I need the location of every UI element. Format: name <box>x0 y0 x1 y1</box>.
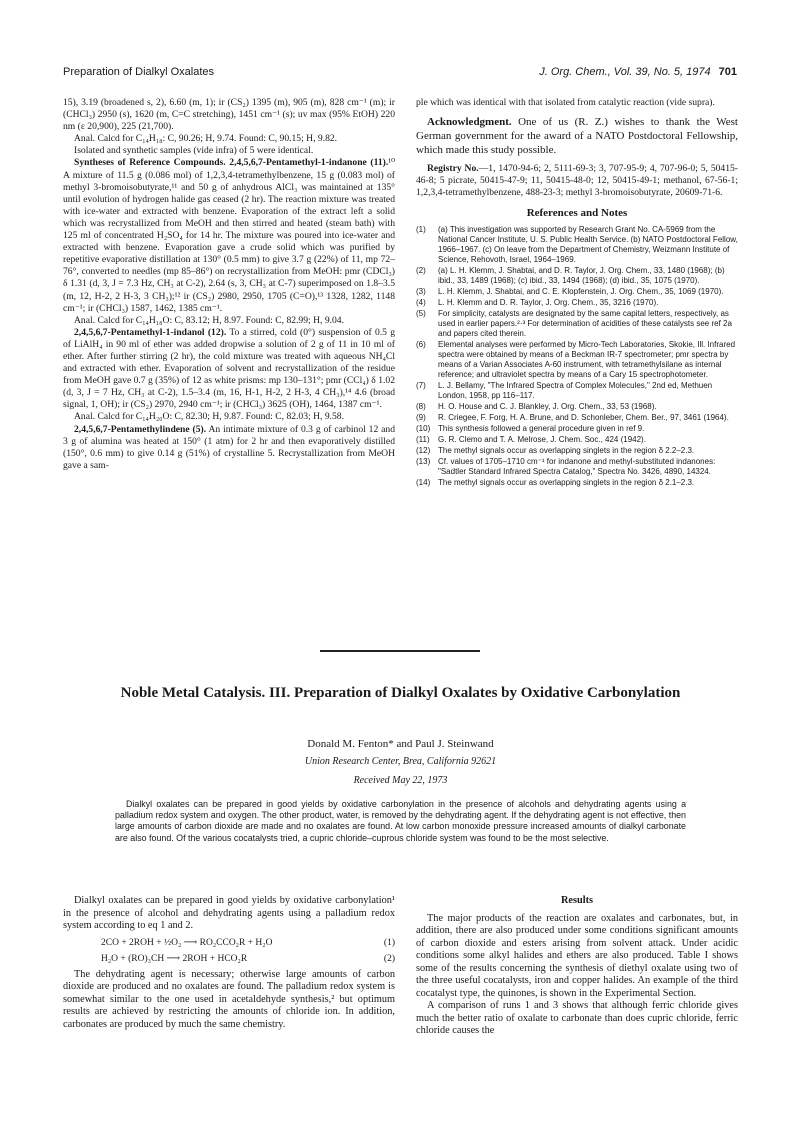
reference-item: (5) For simplicity, catalysts are designated by the same capital letters, respectively, as used in earlier papers.²·³ For determination of acidities of these catalysts see ref 2a and papers cited therein. <box>416 309 732 339</box>
article-affiliation: Union Research Center, Brea, California 92621 <box>304 756 497 767</box>
column-right-top <box>416 97 738 489</box>
paragraph: Anal. Calcd for C₁₄H₂₀O: C, 82.30; H, 9.87. Found: C, 82.03; H, 9.58. <box>74 411 345 423</box>
section-divider <box>320 650 480 652</box>
reference-item: (4) L. H. Klemm and D. R. Taylor, J. Org. Chem., 35, 3216 (1970). <box>416 298 659 308</box>
column-right-bottom <box>416 895 738 1038</box>
running-header <box>63 66 737 84</box>
equation-2: H₂O + (RO)₃CH ⟶ 2ROH + HCO₂R (2) <box>101 954 395 964</box>
section-heading: Syntheses of Reference Compounds. 2,4,5,6,7-Pentamethyl-1-indanone (11). <box>74 157 389 169</box>
running-title: Preparation of Dialkyl Oxalates <box>63 66 215 78</box>
paragraph: Isolated and synthetic samples (vide infra) of 5 were identical. <box>74 145 314 157</box>
paragraph: 2,4,5,6,7-Pentamethylindene (5). An intimate mixture of 0.3 g of carbinol 12 and 3 g of alumina was heated at 150° (1 atm) for 2 hr and then evaporatively distilled (150°, 0.6 mm) to give 0.14 g (51%) of crystalline 5. Recrystallization from MeOH gave a sam- <box>63 423 396 471</box>
article-authors: Donald M. Fenton* and Paul J. Steinwand <box>307 738 494 750</box>
reference-item: (7) L. J. Bellamy, "The Infrared Spectra of Complex Molecules," 2nd ed, Methuen London, 1958, pp 116–117. <box>416 381 713 401</box>
paragraph: ple which was identical with that isolated from catalytic reaction (vide supra). <box>416 97 715 108</box>
paragraph: A comparison of runs 1 and 3 shows that although ferric chloride gives much the better ratio of oxalate to carbonate than does cupric chloride, ferric chloride causes the <box>416 1000 738 1036</box>
reference-item: (11) G. R. Clemo and T. A. Melrose, J. Chem. Soc., 424 (1942). <box>416 435 646 445</box>
article-title: Noble Metal Catalysis. III. Preparation of Dialkyl Oxalates by Oxidative Carbonylation <box>120 685 681 701</box>
section-heading: 2,4,5,6,7-Pentamethylindene (5). <box>74 423 207 435</box>
acknowledgment: Acknowledgment. One of us (R. Z.) wishes to thank the West German government for the award of a NATO Postdoctoral Fellowship, which made this study possible. <box>416 116 738 157</box>
paragraph: The major products of the reaction are oxalates and carbonates, but, in addition, there are also produced under some conditions significant amounts of carbon dioxide and esters arising from solvent attack. Under acidic conditions some alkyl halides and ethers are also produced. Table I shows some of the results concerning the synthesis of diethyl oxalate using two of the three useful cocatalysts, iron and copper halides. An example of the third cocatalyst type, the quinones, is shown in the Experimental Section. <box>416 912 738 999</box>
reference-item: (9) R. Criegee, F. Forg, H. A. Brune, and D. Schonleber, Chem. Ber., 97, 3461 (1964). <box>416 413 729 423</box>
reference-item: (10) This synthesis followed a general procedure given in ref 9. <box>416 424 645 434</box>
paragraph: Syntheses of Reference Compounds. 2,4,5,6,7-Pentamethyl-1-indanone (11).¹⁰ A mixture of 11.5 g (0.086 mol) of 1,2,3,4-tetramethylbenzene, 15 g (0.083 mol) of methyl 3-bromoisobutyrate,¹¹ and 50 g of anhydrous AlCl₃ was maintained at 135° until evolution of hydrogen halide gas ceased (2 hr). The reaction mixture was treated with ice-water and extracted with benzene. Evaporation of the extract left a solid which was recrystallized from MeOH and then stirred and heated (steam bath) with 125 ml of concentrated H₂SO₄ for 14 hr. The mixture was poured into ice-water and extracted with benzene. Evaporation gave a crude solid which was purified by repetitive evaporative distillation at 130° (0.5 mm) to give 3.7 g (22%) of 11, mp 72–76°, converted to needles (mp 85–86°) on recrystallization from MeOH: pmr (CDCl₃) δ 1.31 (d, 3, J = 7.3 Hz, CH₃ at C-2), 2.64 (s, 3, CH₃ at C-7) superimposed on 1.8–3.5 (m, 12, H-2, 2 H-3, 3 CH₃);¹² ir (CS₂) 2980, 2950, 1705 (C=O),¹³ 1328, 1282, 1148 cm⁻¹; ir (CHCl₃) 1587, 1462, 1385 cm⁻¹. <box>63 157 395 314</box>
references-heading: References and Notes <box>526 207 628 220</box>
paragraph: Anal. Calcd for C₁₄H₁₈O: C, 83.12; H, 8.97. Found: C, 82.99; H, 9.04. <box>74 314 345 326</box>
reference-item: (1) (a) This investigation was supported by Research Grant No. CA-5969 from the National Cancer Institute, U. S. Public Health Service. (b) NATO Postdoctoral Fellow, 1966–1967. (c) On leave from the Department of Chemistry, Weizmann Institute of Science, Rehovoth, Israel, 1964–1969. <box>416 225 738 265</box>
section-heading: 2,4,5,6,7-Pentamethyl-1-indanol (12). <box>74 326 227 338</box>
results-heading: Results <box>560 895 594 906</box>
registry-numbers: Registry No.—1, 1470-94-6; 2, 5111-69-3; 3, 707-95-9; 4, 707-96-0; 5, 50415-46-8; 5 picrate, 50415-47-9; 11, 50415-48-0; 12, 50415-49-1; methanol, 67-56-1; 1,2,3,4-tetramethylbenzene, 488-23-3; methyl 3-bromoisobutyrate, 20609-71-6. <box>416 163 739 199</box>
reference-item: (6) Elemental analyses were performed by Micro-Tech Laboratories, Skokie, Ill. Infrared spectra were obtained by means of a Beckman IR-7 spectrometer; pmr spectra by means of a Varian Associates A-60 instrument, with tetramethylsilane as internal reference; and ultraviolet spectra by means of a Cary 15 spectrophotometer. <box>416 340 736 380</box>
column-left-top <box>63 97 395 472</box>
received-date: Received May 22, 1973 <box>353 775 448 786</box>
paragraph: Dialkyl oxalates can be prepared in good yields by oxidative carbonylation¹ in the presence of alcohol and dehydrating agents using a palladium redox system according to eq 1 and 2. <box>63 895 395 931</box>
reference-item: (3) L. H. Klemm, J. Shabtai, and C. E. Klopfenstein, J. Org. Chem., 35, 1069 (1970). <box>416 287 724 297</box>
abstract: Dialkyl oxalates can be prepared in good yields by oxidative carbonylation in the presence of alcohols and dehydrating agents using a palladium redox system and oxygen. The other product, water, is removed by the dehydrating agent. If the dehydrating agent is not effective, then large amounts of carbon dioxide are made and no oxalates are found. At low carbon monoxide pressure increased amounts of dialkyl carbonate are also found. Of the various cocatalysts tried, a cupric chloride–cuprous chloride system was found to be the most selective. <box>115 799 686 843</box>
reference-item: (8) H. O. House and C. J. Blankley, J. Org. Chem., 33, 53 (1968). <box>416 402 657 412</box>
reference-item: (2) (a) L. H. Klemm, J. Shabtai, and D. R. Taylor, J. Org. Chem., 33, 1480 (1968); (b) ibid., 33, 1489 (1968); (c) ibid., 33, 1494 (1968); (d) ibid., 35, 1075 (1970). <box>416 266 725 286</box>
paragraph: The dehydrating agent is necessary; otherwise large amounts of carbon dioxide are produced and no oxalates are found. The palladium redox system is somewhat similar to the one used in acetaldehyde synthesis,² but optimum results are achieved by restricting the amounts of chloride ion. In addition, carbonates are produced by much the same chemistry. <box>63 968 395 1030</box>
paragraph: 2,4,5,6,7-Pentamethyl-1-indanol (12). To a stirred, cold (0°) suspension of 0.5 g of LiAlH₄ in 90 ml of ether was added dropwise a solution of 2 g of 11 in 10 ml of ether. After further stirring (2 hr), the cold mixture was treated with aqueous NH₄Cl and extracted with ether. Evaporation of solvent and recrystallization of the residue from MeOH gave 0.7 g (35%) of 12 as white prisms: mp 130–131°; pmr (CCl₄) δ 1.02 (d, 3, J = 7 Hz, CH₃ at C-2), 1.5–3.4 (m, 16, H-1, H-2, 2 H-3, 4 CH₃),¹⁴ 4.6 (broad signal, 1, OH); ir (CS₂) 2970, 2940 cm⁻¹; ir (CHCl₃) 3625 (OH), 1464, 1387 cm⁻¹. <box>63 326 396 411</box>
paragraph: 15), 3.19 (broadened s, 2), 6.60 (m, 1); ir (CS₂) 1395 (m), 905 (m), 828 cm⁻¹ (m); ir (CHCl₃) 2950 (s), 1620 (m, C=C stretching), 1451 cm⁻¹ (s); uv max (95% EtOH) 220 nm (ε 20,900), 225 (21,700). <box>63 97 395 133</box>
paragraph: Anal. Calcd for C₁₄H₁₈: C, 90.26; H, 9.74. Found: C, 90.15; H, 9.82. <box>74 133 338 145</box>
page-number: 701 <box>718 66 737 78</box>
reference-item: (13) Cf. values of 1705–1710 cm⁻¹ for indanone and methyl-substituted indanones: "Sadtler Standard Infrared Spectra Catalog," Spectra No. 3426, 4890, 14324. <box>416 457 716 477</box>
equation-1: 2CO + 2ROH + ½O₂ ⟶ RO₂CCO₂R + H₂O (1) <box>101 937 395 948</box>
reference-item: (14) The methyl signals occur as overlapping singlets in the region δ 2.1–2.3. <box>416 478 695 488</box>
references-list <box>416 225 738 488</box>
reference-item: (12) The methyl signals occur as overlapping singlets in the region δ 2.2–2.3. <box>416 446 695 456</box>
journal-citation: J. Org. Chem., Vol. 39, No. 5, 1974 701 <box>539 66 737 78</box>
column-left-bottom <box>63 895 395 1031</box>
